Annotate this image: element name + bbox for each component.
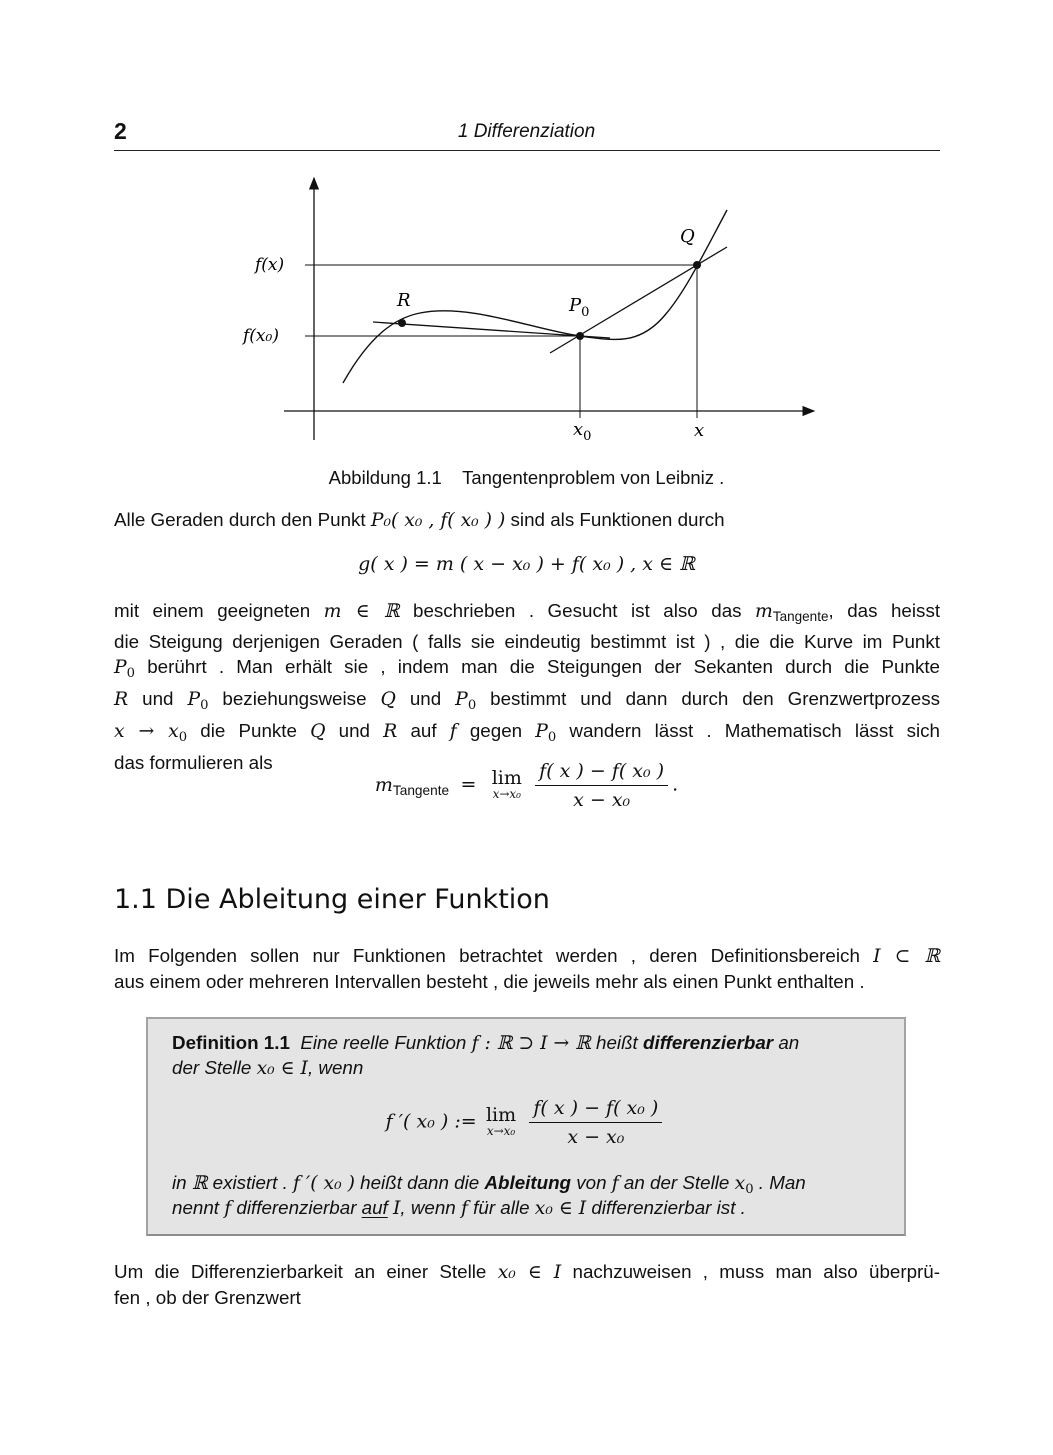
- definition-line-2: der Stelle x₀ ∈ I, wenn: [172, 1057, 364, 1079]
- math-P0: $P_0$: [114, 657, 136, 681]
- caption-text: Tangentenproblem von Leibniz .: [462, 467, 725, 488]
- definition-line-4: nennt f differenzierbar auf I, wenn f für alle x₀ ∈ I differenzierbar ist .: [172, 1197, 746, 1219]
- text: , das heisst: [828, 600, 941, 621]
- page-number: 2: [114, 118, 127, 144]
- math-m: m ∈ ℝ: [323, 601, 400, 622]
- definition-line-3: in ℝ existiert . f ′( x₀ ) heißt dann die Ableitung von f an der Stelle $x_0$ . Man: [172, 1172, 806, 1197]
- math-P0: $P_0$: [535, 720, 557, 745]
- text: berührt . Man erhält sie , indem man die Steigungen der Sekanten durch die Punkte: [147, 656, 941, 678]
- text: und: [142, 687, 174, 709]
- math-Q: Q: [380, 688, 396, 710]
- paragraph-4: [114, 1259, 940, 1310]
- equation-g: g( x ) = m ( x − x₀ ) + f( x₀ ) , x ∈ ℝ: [358, 553, 695, 575]
- math-R: R: [114, 688, 129, 710]
- limit-operator: lim x→x₀: [491, 766, 522, 801]
- text: mit einem geeigneten: [114, 600, 311, 621]
- text: sind als Funktionen durch: [510, 509, 725, 530]
- math-R: R: [383, 720, 398, 742]
- tangent-figure: [230, 170, 830, 450]
- text-line: die Steigung derjenigen Geraden ( falls sie eindeutig bestimmt ist ) , die die Kurve im Punkt: [114, 631, 940, 653]
- text: wandern lässt . Mathematisch lässt sich: [569, 719, 940, 741]
- math-f-prime: f ′( x₀ ): [293, 1173, 355, 1194]
- math-x-to-x0: $x \to x_0$: [114, 720, 188, 745]
- text: beschrieben . Gesucht ist also das: [413, 600, 742, 621]
- text: bestimmt und dann durch den Grenzwertprozess: [490, 687, 940, 709]
- caption-label: Abbildung 1.1: [328, 467, 442, 488]
- point-Q: [693, 261, 701, 269]
- limit-operator: lim x→x₀: [485, 1103, 517, 1138]
- text: und: [409, 687, 442, 709]
- math-m-tangente: $m_{Tangente}$: [755, 601, 829, 625]
- text: und: [338, 719, 371, 741]
- label-x: x: [694, 420, 705, 441]
- math-I-subset-R: I ⊂ ℝ: [873, 946, 940, 967]
- figure-caption: [0, 467, 1053, 489]
- text-line: aus einem oder mehreren Intervallen besteht , die jeweils mehr als einen Punkt enthalten .: [114, 971, 865, 992]
- difference-quotient: $\frac{\text{f( x ) − f( x₀ )}}{\text{x − x₀}}$: [529, 1097, 662, 1148]
- label-f-x: f(x): [255, 255, 285, 275]
- definition-line-1: Definition 1.1 Eine reelle Funktion f : ℝ ⊃ I → ℝ heißt differenzierbar an: [172, 1032, 800, 1054]
- point-R: [398, 319, 406, 327]
- math-P0: $P_0$: [187, 688, 209, 713]
- text-line: das formulieren als: [114, 751, 273, 773]
- label-P0: $P_0$: [569, 295, 590, 320]
- math-f: f: [449, 720, 457, 742]
- math-P0: $P_0$: [455, 688, 477, 713]
- eq-lhs: $m_{Tangente}$: [374, 773, 450, 798]
- section-title: 1.1 Die Ableitung einer Funktion: [114, 884, 550, 915]
- math-f-map: f : ℝ ⊃ I → ℝ: [471, 1033, 591, 1054]
- math-Q: Q: [310, 720, 326, 742]
- text: Im Folgenden sollen nur Funktionen betrachtet werden , deren Definitionsbereich: [114, 945, 860, 966]
- label-R: R: [397, 290, 411, 311]
- term-ableitung: Ableitung: [484, 1172, 572, 1193]
- math-x0-in-I: x₀ ∈ I: [256, 1058, 308, 1079]
- math-x0-in-I: x₀ ∈ I: [497, 1262, 562, 1283]
- text: auf: [410, 719, 437, 741]
- definition-label: Definition 1.1: [172, 1032, 290, 1053]
- point-P0: [576, 332, 584, 340]
- eq-lhs: f ′( x₀ ) :=: [385, 1110, 477, 1133]
- running-title: 1 Differenziation: [457, 121, 596, 142]
- paragraph-3: [114, 943, 940, 994]
- difference-quotient: $\frac{\text{f( x ) − f( x₀ )}}{\text{x − x₀}}$: [535, 760, 668, 811]
- paragraph-1: [114, 507, 940, 533]
- text: nachzuweisen , muss man also überprü-: [572, 1261, 941, 1282]
- text: beziehungsweise: [222, 687, 367, 709]
- text: Um die Differenzierbarkeit an einer Stelle: [114, 1261, 487, 1282]
- term-differenzierbar: differenzierbar: [643, 1032, 774, 1053]
- header-rule: [114, 150, 940, 151]
- text: gegen: [469, 719, 523, 741]
- label-x0: $x_0$: [573, 419, 592, 444]
- math-P0: P₀( x₀ , f( x₀ ) ): [370, 510, 506, 531]
- text-line: fen , ob der Grenzwert: [114, 1287, 301, 1308]
- equation-m-tangente: $m_{Tangente} = \lim$ x→x₀ $\frac{\text{f( x ) − f( x₀ )}}{\text{x − x₀}}$ .: [374, 760, 679, 811]
- definition-equation: [146, 1097, 906, 1148]
- text: Alle Geraden durch den Punkt: [114, 509, 366, 530]
- underlined-auf: auf: [361, 1197, 388, 1218]
- paragraph-2: [114, 598, 940, 775]
- text: die Punkte: [200, 719, 297, 741]
- label-Q: Q: [680, 226, 695, 247]
- label-f-x0: f(x₀): [243, 326, 279, 346]
